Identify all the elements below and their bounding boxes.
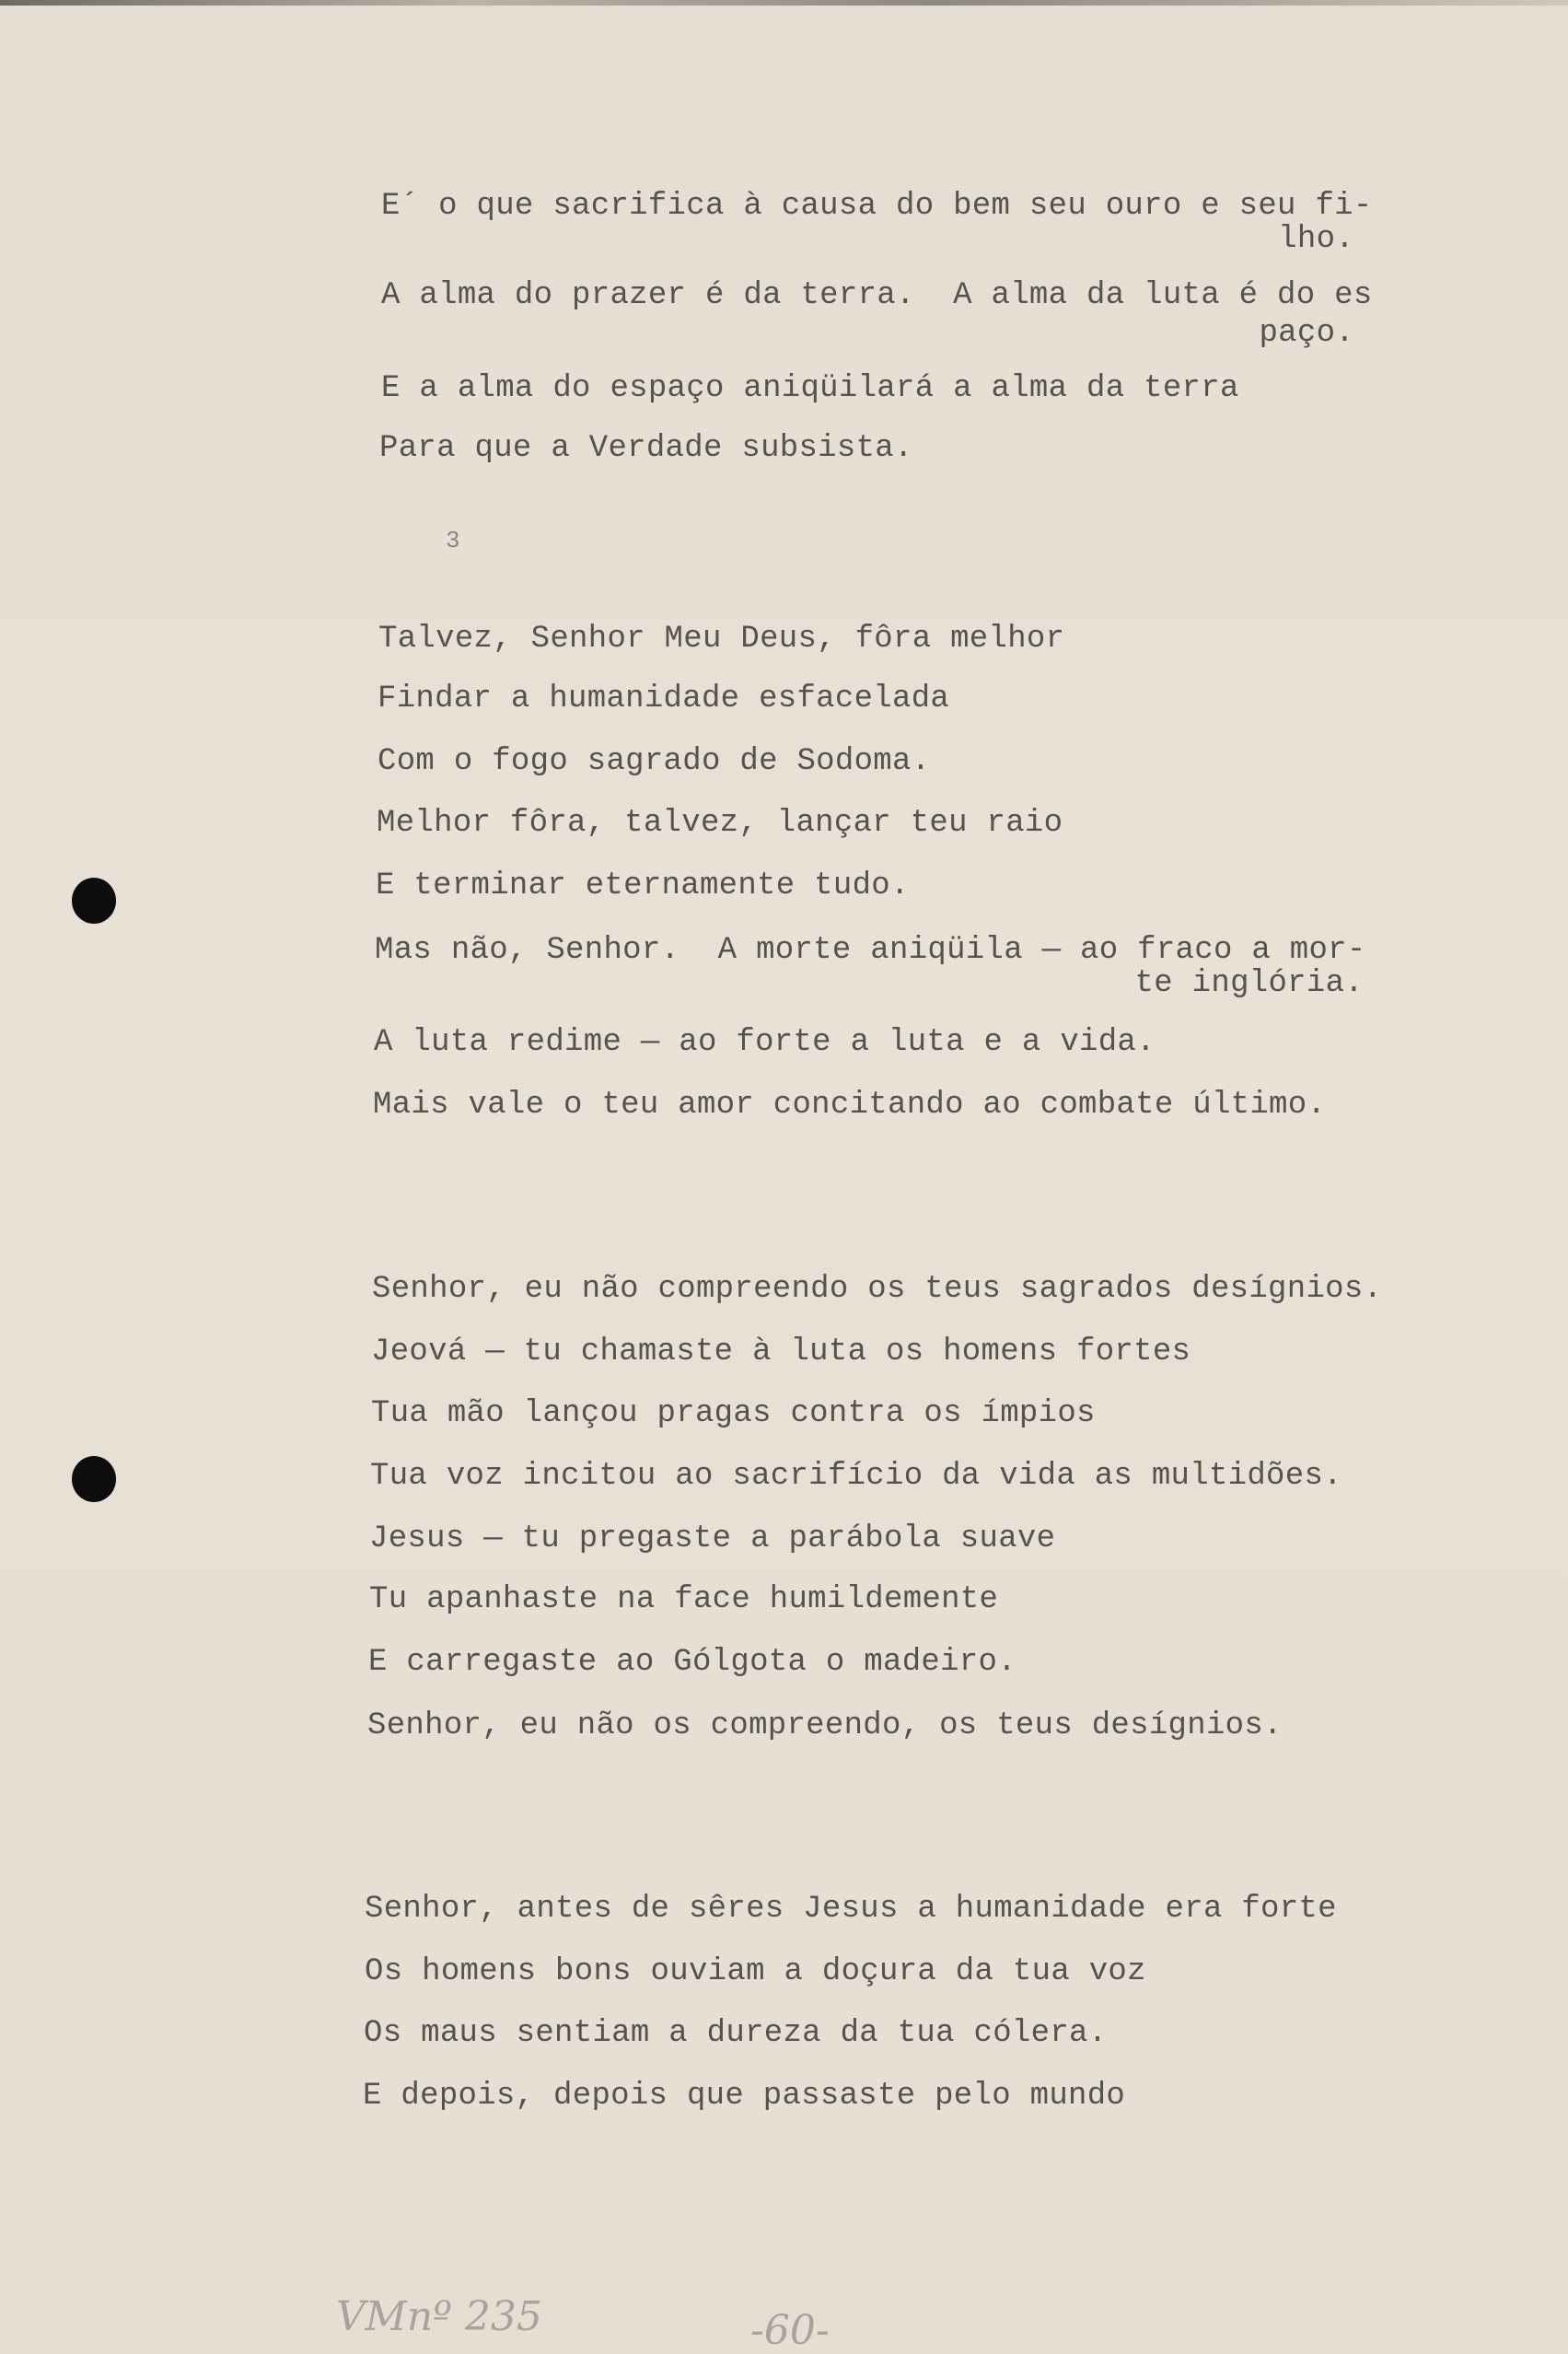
verse-line: Findar a humanidade esfacelada [377,682,950,717]
verse-line: Senhor, antes de sêres Jesus a humanidade era forte [365,1892,1337,1927]
verse-line: Talvez, Senhor Meu Deus, fôra melhor [378,622,1065,657]
verse-line: E´ o que sacrifica à causa do bem seu ouro e seu fi- [381,189,1373,224]
page-number: -60- [750,2307,830,2354]
verse-line: Para que a Verdade subsista. [379,431,913,466]
verse-line: E depois, depois que passaste pelo mundo [363,2079,1126,2114]
verse-line: Tua mão lançou pragas contra os ímpios [371,1396,1096,1431]
verse-line: Tu apanhaste na face humildemente [369,1582,999,1617]
verse-line: A luta redime — ao forte a luta e a vida. [374,1025,1156,1060]
verse-line: Melhor fôra, talvez, lançar teu raio [377,806,1063,841]
verse-line: Com o fogo sagrado de Sodoma. [377,744,931,779]
verse-line: Mais vale o teu amor concitando ao combate último. [373,1088,1327,1123]
verse-line: Mas não, Senhor. A morte aniqüila — ao fraco a mor- [375,933,1366,968]
verse-line: Tua voz incitou ao sacrifício da vida as multidões. [370,1459,1342,1494]
section-mark: 3 [446,527,460,554]
verse-line: E carregaste ao Gólgota o madeiro. [368,1645,1016,1680]
verse-line: Os maus sentiam a dureza da tua cólera. [364,2016,1108,2051]
verse-line: Jesus — tu pregaste a parábola suave [369,1521,1056,1556]
verse-line: A alma do prazer é da terra. A alma da luta é do es [381,278,1373,313]
verse-line-continuation: lho. [1278,222,1354,257]
verse-line: E terminar eternamente tudo. [376,868,910,903]
punch-hole [72,1456,116,1502]
verse-line: Jeová — tu chamaste à luta os homens fortes [371,1334,1191,1369]
verse-line: E a alma do espaço aniqüilará a alma da terra [381,371,1239,406]
verse-line-continuation: paço. [1259,316,1354,351]
page-edge [0,0,1568,6]
verse-line-continuation: te inglória. [1134,966,1364,1001]
archive-note: VMnº 235 [336,2293,542,2340]
verse-line: Senhor, eu não os compreendo, os teus desígnios. [367,1708,1283,1743]
verse-line: Os homens bons ouviam a doçura da tua voz [365,1954,1146,1989]
verse-line: Senhor, eu não compreendo os teus sagrados desígnios. [372,1272,1383,1307]
punch-hole [72,878,116,924]
